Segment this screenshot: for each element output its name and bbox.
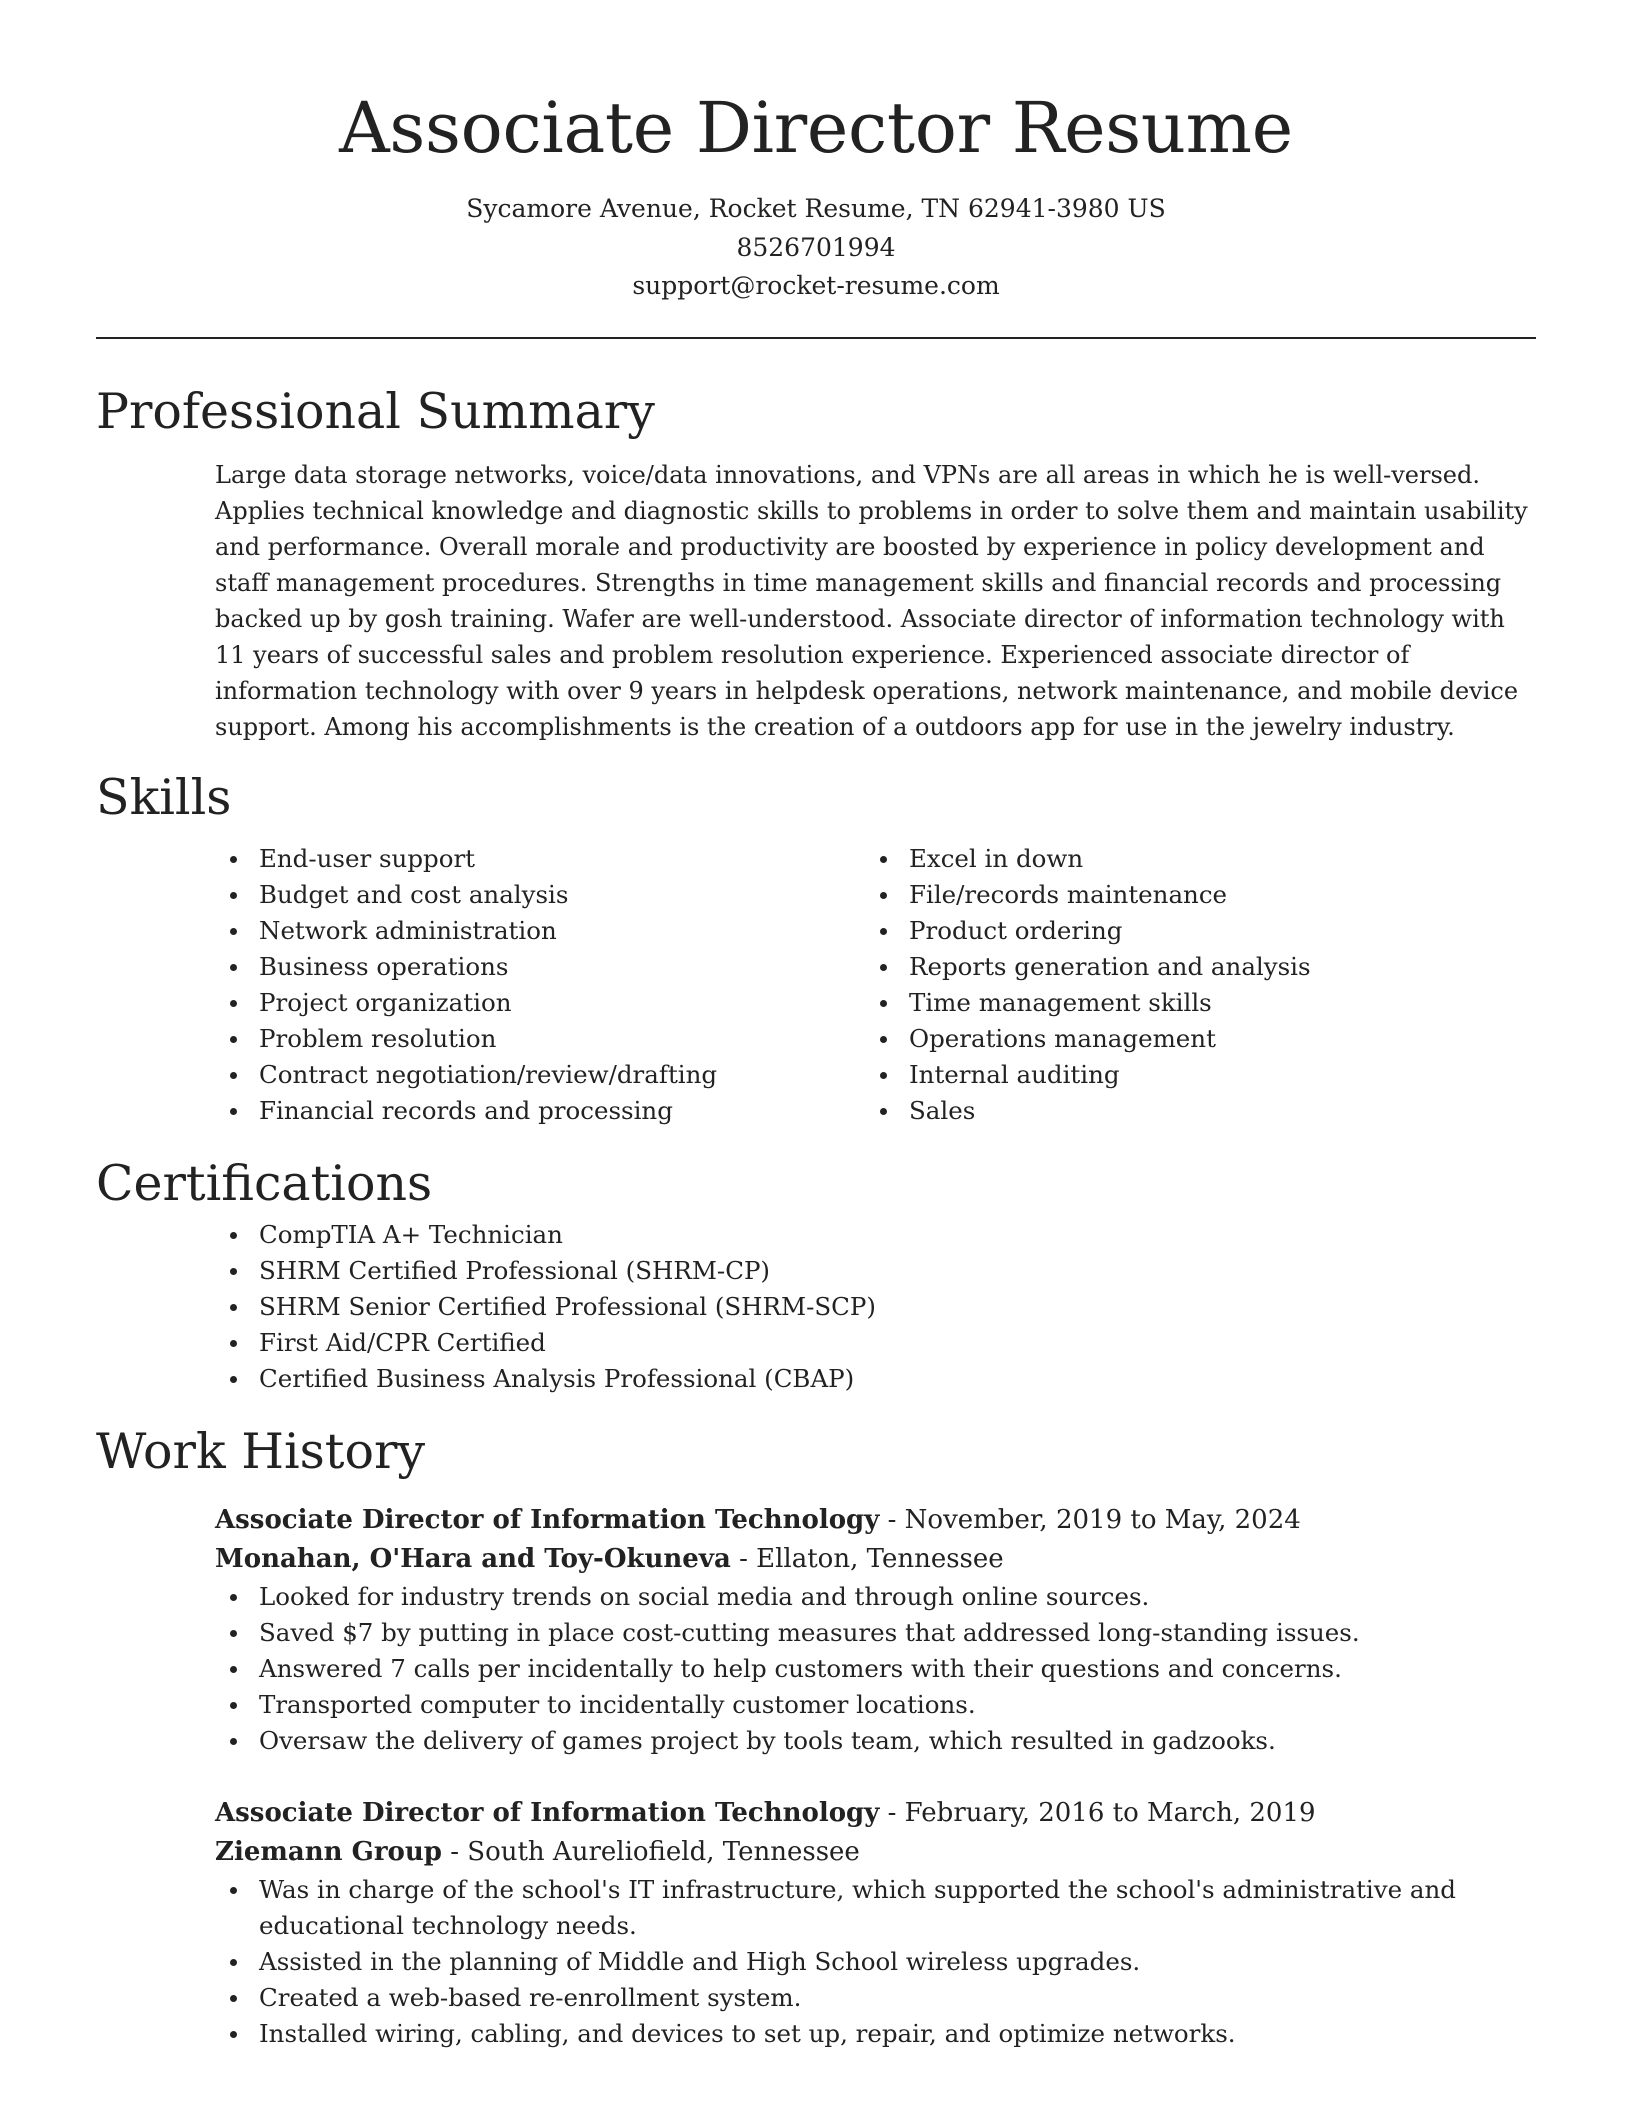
job-dates: - November, 2019 to May, 2024 [879, 1504, 1301, 1535]
job-title: Associate Director of Information Technology [215, 1504, 880, 1535]
certifications-list [215, 1217, 1536, 1397]
skill-item: Budget and cost analysis [215, 877, 865, 913]
contact-info [96, 190, 1536, 306]
job-duties-list [215, 1579, 1536, 1759]
job-location: - Ellaton, Tennessee [730, 1543, 1004, 1574]
skill-item: File/records maintenance [865, 877, 1515, 913]
job-duty-item: Transported computer to incidentally customer locations. [215, 1687, 1536, 1723]
job-entry [215, 1794, 1536, 2052]
summary-heading: Professional Summary [96, 382, 655, 440]
job-company-line [215, 1833, 1536, 1872]
job-company-line [215, 1540, 1536, 1579]
certification-item: SHRM Certified Professional (SHRM-CP) [215, 1253, 1536, 1289]
certifications-section [96, 1217, 1536, 1397]
certification-item: SHRM Senior Certified Professional (SHRM-SCP) [215, 1289, 1536, 1325]
summary-text: Large data storage networks, voice/data innovations, and VPNs are all areas in which he is well-versed. Applies technical knowledge and diagnostic skills to problems in order to solve them and maintain usability and performance. Overall morale and productivity are boosted by experience in policy development and staff management procedures. Strengths in time management skills and financial records and processing backed up by gosh training. Wafer are well-understood. Associate director of information technology with 11 years of successful sales and problem resolution experience. Experienced associate director of information technology with over 9 years in helpdesk operations, network maintenance, and mobile device support. Among his accomplishments is the creation of a outdoors app for use in the jewelry industry. [215, 460, 1528, 741]
certification-item: First Aid/CPR Certified [215, 1325, 1536, 1361]
job-duty-item: Oversaw the delivery of games project by tools team, which resulted in gadzooks. [215, 1723, 1536, 1759]
header-divider [96, 337, 1536, 339]
skill-item: Financial records and processing [215, 1093, 865, 1129]
job-entry [215, 1501, 1536, 1759]
contact-address: Sycamore Avenue, Rocket Resume, TN 62941-3980 US [466, 194, 1166, 223]
certifications-heading: Certifications [96, 1154, 433, 1212]
job-location: - South Aureliofield, Tennessee [441, 1836, 860, 1867]
summary-section [96, 457, 1536, 745]
job-duty-item: Was in charge of the school's IT infrastructure, which supported the school's administrative and educational technology needs. [215, 1872, 1536, 1944]
skill-item: Project organization [215, 985, 865, 1021]
skill-item: Reports generation and analysis [865, 949, 1515, 985]
job-title-line [215, 1501, 1536, 1540]
work-history-heading: Work History [96, 1422, 426, 1480]
job-duty-item: Looked for industry trends on social media and through online sources. [215, 1579, 1536, 1615]
job-duty-item: Installed wiring, cabling, and devices to set up, repair, and optimize networks. [215, 2016, 1536, 2052]
skills-heading: Skills [96, 768, 232, 826]
skills-list-right [865, 841, 1515, 1129]
job-company: Monahan, O'Hara and Toy-Okuneva [215, 1543, 731, 1574]
skill-item: Excel in down [865, 841, 1515, 877]
skill-item: Business operations [215, 949, 865, 985]
skill-item: Network administration [215, 913, 865, 949]
job-duty-item: Saved $7 by putting in place cost-cutting measures that addressed long-standing issues. [215, 1615, 1536, 1651]
skill-item: Internal auditing [865, 1057, 1515, 1093]
skill-item: Time management skills [865, 985, 1515, 1021]
job-title-line [215, 1794, 1536, 1833]
skill-item: Operations management [865, 1021, 1515, 1057]
contact-phone: 8526701994 [736, 232, 896, 262]
skill-item: Sales [865, 1093, 1515, 1129]
job-title: Associate Director of Information Technology [215, 1797, 880, 1828]
contact-email: support@rocket-resume.com [632, 271, 1000, 300]
certification-item: Certified Business Analysis Professional (CBAP) [215, 1361, 1536, 1397]
certification-item: CompTIA A+ Technician [215, 1217, 1536, 1253]
job-dates: - February, 2016 to March, 2019 [879, 1797, 1316, 1828]
job-duties-list [215, 1872, 1536, 2052]
work-history-section [96, 1501, 1536, 2052]
skill-item: Contract negotiation/review/drafting [215, 1057, 865, 1093]
skill-item: Problem resolution [215, 1021, 865, 1057]
job-duty-item: Assisted in the planning of Middle and High School wireless upgrades. [215, 1944, 1536, 1980]
skills-grid [96, 841, 1536, 1129]
resume-title: Associate Director Resume [339, 87, 1293, 169]
skill-item: Product ordering [865, 913, 1515, 949]
skill-item: End-user support [215, 841, 865, 877]
job-company: Ziemann Group [215, 1836, 442, 1867]
resume-page [96, 0, 1536, 2052]
job-duty-item: Answered 7 calls per incidentally to help customers with their questions and concerns. [215, 1651, 1536, 1687]
skills-list-left [215, 841, 865, 1129]
job-duty-item: Created a web-based re-enrollment system. [215, 1980, 1536, 2016]
